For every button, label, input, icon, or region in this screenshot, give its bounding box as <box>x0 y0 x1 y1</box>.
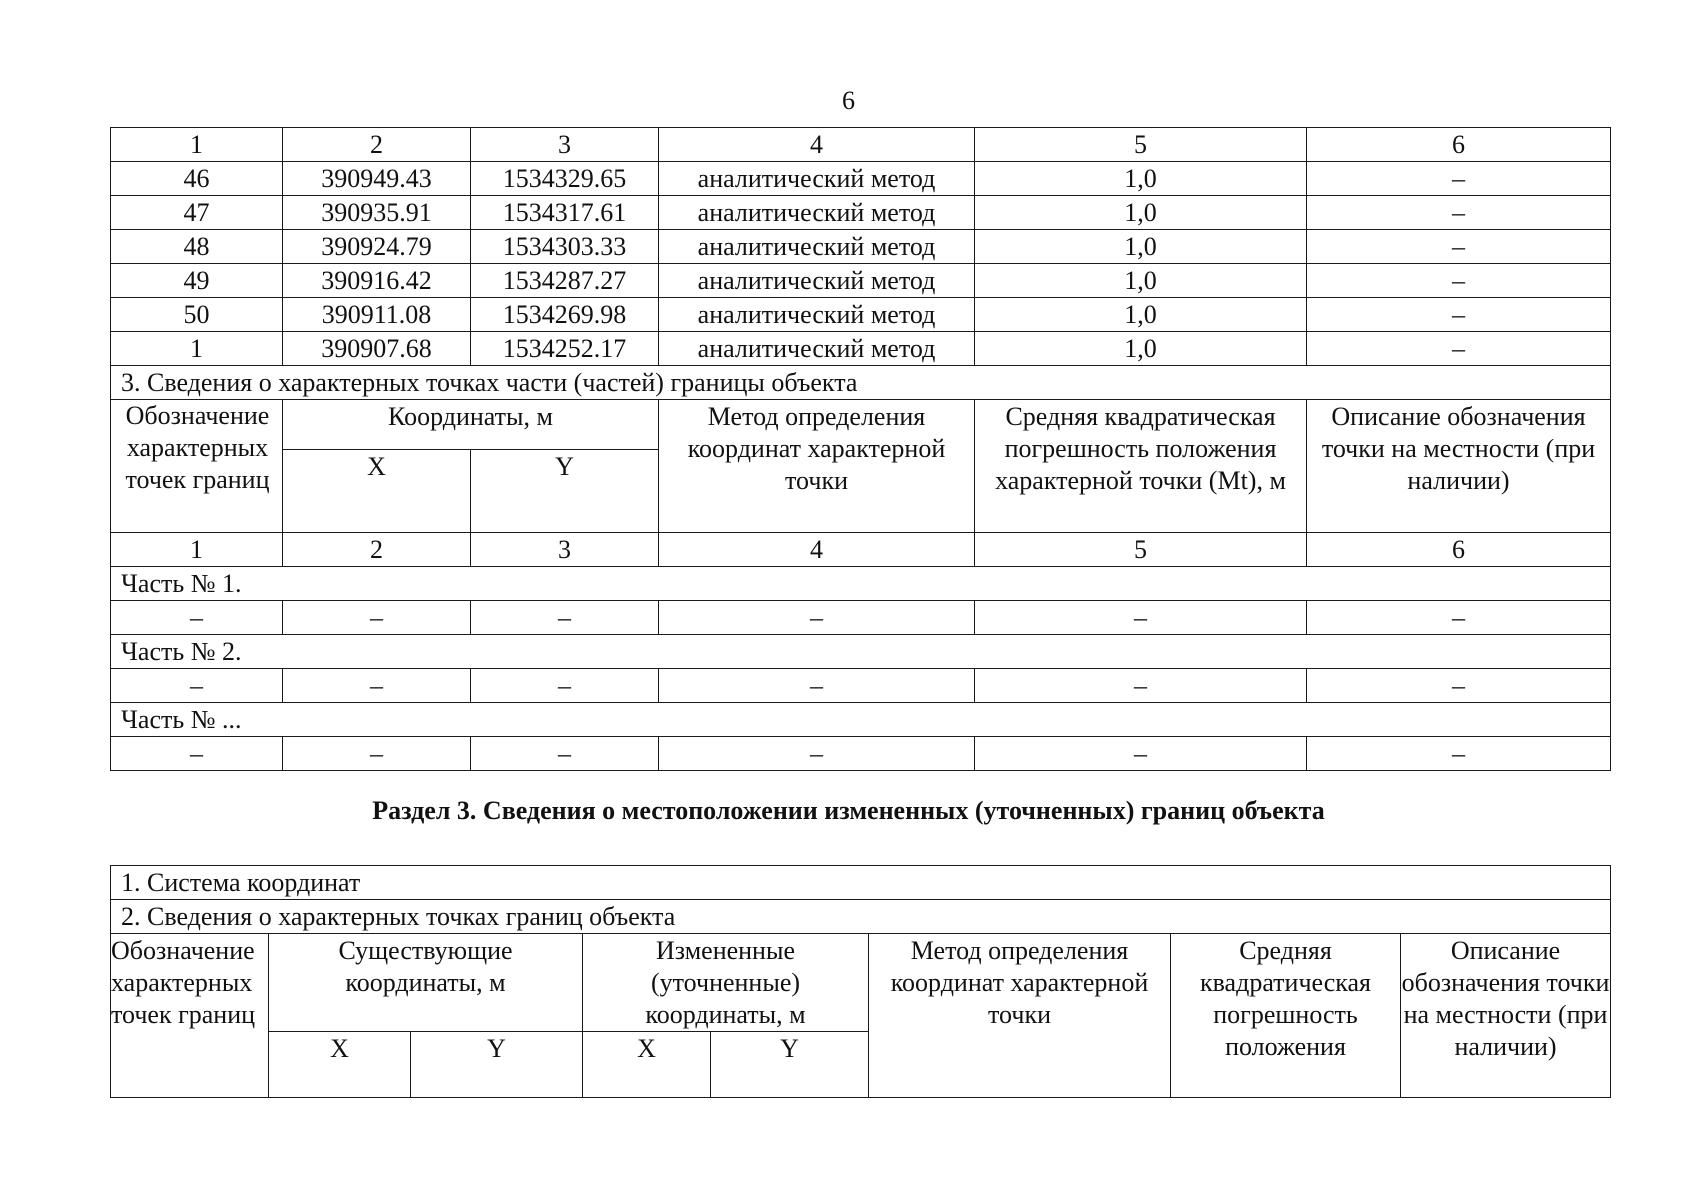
header-y-existing: Y <box>411 1032 583 1098</box>
part-label-row <box>111 567 1611 601</box>
section-title-row <box>111 366 1611 400</box>
part-label-row <box>111 635 1611 669</box>
method: аналитический метод <box>659 196 975 230</box>
cell: – <box>1307 737 1611 771</box>
header-error: Средняя квадратическая погрешность положения <box>1171 934 1401 1098</box>
col-num-6: 6 <box>1307 533 1611 567</box>
header-row <box>111 934 1611 1032</box>
cell: – <box>283 737 471 771</box>
coord-x: 390935.91 <box>283 196 471 230</box>
section3-title: 3. Сведения о характерных точках части (частей) границы объекта <box>111 366 1611 400</box>
section-heading: Раздел 3. Сведения о местоположении измененных (уточненных) границ объекта <box>372 796 1325 825</box>
cell: – <box>283 669 471 703</box>
description: – <box>1307 298 1611 332</box>
table-row <box>111 264 1611 298</box>
point-id: 47 <box>111 196 283 230</box>
boundary-points-table <box>110 127 1611 771</box>
coord-y: 1534287.27 <box>471 264 659 298</box>
page-number: 6 <box>842 86 855 115</box>
coord-y: 1534317.61 <box>471 196 659 230</box>
header-method: Метод определения координат характерной точки <box>659 400 975 533</box>
header-row <box>111 400 1611 450</box>
point-id: 46 <box>111 162 283 196</box>
header-y-changed: Y <box>711 1032 869 1098</box>
col-num-4: 4 <box>659 533 975 567</box>
col-num-5: 5 <box>975 128 1307 162</box>
method: аналитический метод <box>659 332 975 366</box>
cell: – <box>659 669 975 703</box>
error: 1,0 <box>975 298 1307 332</box>
header-point-designation: Обозначение характерных точек границ <box>111 400 283 533</box>
header-x-changed: X <box>583 1032 711 1098</box>
error: 1,0 <box>975 264 1307 298</box>
point-id: 48 <box>111 230 283 264</box>
cell: – <box>975 601 1307 635</box>
description: – <box>1307 196 1611 230</box>
header-method: Метод определения координат характерной точки <box>869 934 1171 1098</box>
header-changed-coords: Измененные (уточненные) координаты, м <box>583 934 869 1032</box>
table-row <box>111 669 1611 703</box>
col-num-1: 1 <box>111 128 283 162</box>
cell: – <box>111 601 283 635</box>
col-num-6: 6 <box>1307 128 1611 162</box>
col-num-5: 5 <box>975 533 1307 567</box>
table-row <box>111 196 1611 230</box>
table-row <box>111 601 1611 635</box>
changed-boundaries-table <box>110 865 1611 1098</box>
cell: – <box>111 669 283 703</box>
coord-x: 390949.43 <box>283 162 471 196</box>
col-num-1: 1 <box>111 533 283 567</box>
cell: – <box>471 669 659 703</box>
part-label-row <box>111 703 1611 737</box>
boundary-points-title: 2. Сведения о характерных точках границ объекта <box>111 900 1611 934</box>
error: 1,0 <box>975 196 1307 230</box>
coord-y: 1534252.17 <box>471 332 659 366</box>
coordinate-system-row <box>111 866 1611 900</box>
coord-x: 390916.42 <box>283 264 471 298</box>
error: 1,0 <box>975 230 1307 264</box>
method: аналитический метод <box>659 264 975 298</box>
point-id: 49 <box>111 264 283 298</box>
header-existing-coords: Существующие координаты, м <box>269 934 583 1032</box>
col-num-3: 3 <box>471 128 659 162</box>
method: аналитический метод <box>659 230 975 264</box>
table-row <box>111 230 1611 264</box>
description: – <box>1307 230 1611 264</box>
cell: – <box>1307 669 1611 703</box>
header-x-existing: X <box>269 1032 411 1098</box>
cell: – <box>111 737 283 771</box>
table-row <box>111 737 1611 771</box>
description: – <box>1307 264 1611 298</box>
col-num-2: 2 <box>283 533 471 567</box>
description: – <box>1307 332 1611 366</box>
cell: – <box>471 737 659 771</box>
table-row <box>111 332 1611 366</box>
coord-y: 1534269.98 <box>471 298 659 332</box>
description: – <box>1307 162 1611 196</box>
cell: – <box>471 601 659 635</box>
column-number-row <box>111 128 1611 162</box>
coord-x: 390924.79 <box>283 230 471 264</box>
col-num-4: 4 <box>659 128 975 162</box>
column-number-row <box>111 533 1611 567</box>
coord-y: 1534303.33 <box>471 230 659 264</box>
point-id: 50 <box>111 298 283 332</box>
col-num-2: 2 <box>283 128 471 162</box>
cell: – <box>975 669 1307 703</box>
error: 1,0 <box>975 162 1307 196</box>
table-row <box>111 298 1611 332</box>
header-y: Y <box>471 450 659 533</box>
col-num-3: 3 <box>471 533 659 567</box>
table-row <box>111 162 1611 196</box>
part-label: Часть № ... <box>111 703 1611 737</box>
method: аналитический метод <box>659 298 975 332</box>
method: аналитический метод <box>659 162 975 196</box>
header-coordinates: Координаты, м <box>283 400 659 450</box>
cell: – <box>1307 601 1611 635</box>
part-label: Часть № 1. <box>111 567 1611 601</box>
coord-x: 390911.08 <box>283 298 471 332</box>
coord-y: 1534329.65 <box>471 162 659 196</box>
cell: – <box>659 737 975 771</box>
header-x: X <box>283 450 471 533</box>
header-description: Описание обозначения точки на местности (при наличии) <box>1307 400 1611 533</box>
cell: – <box>975 737 1307 771</box>
cell: – <box>283 601 471 635</box>
error: 1,0 <box>975 332 1307 366</box>
section-title-row <box>111 900 1611 934</box>
part-label: Часть № 2. <box>111 635 1611 669</box>
header-description: Описание обозначения точки на местности (при наличии) <box>1401 934 1611 1098</box>
header-error: Средняя квадратическая погрешность положения характерной точки (Mt), м <box>975 400 1307 533</box>
header-point-designation: Обозначение характерных точек границ <box>111 934 269 1098</box>
coord-x: 390907.68 <box>283 332 471 366</box>
coordinate-system: 1. Система координат <box>111 866 1611 900</box>
cell: – <box>659 601 975 635</box>
point-id: 1 <box>111 332 283 366</box>
